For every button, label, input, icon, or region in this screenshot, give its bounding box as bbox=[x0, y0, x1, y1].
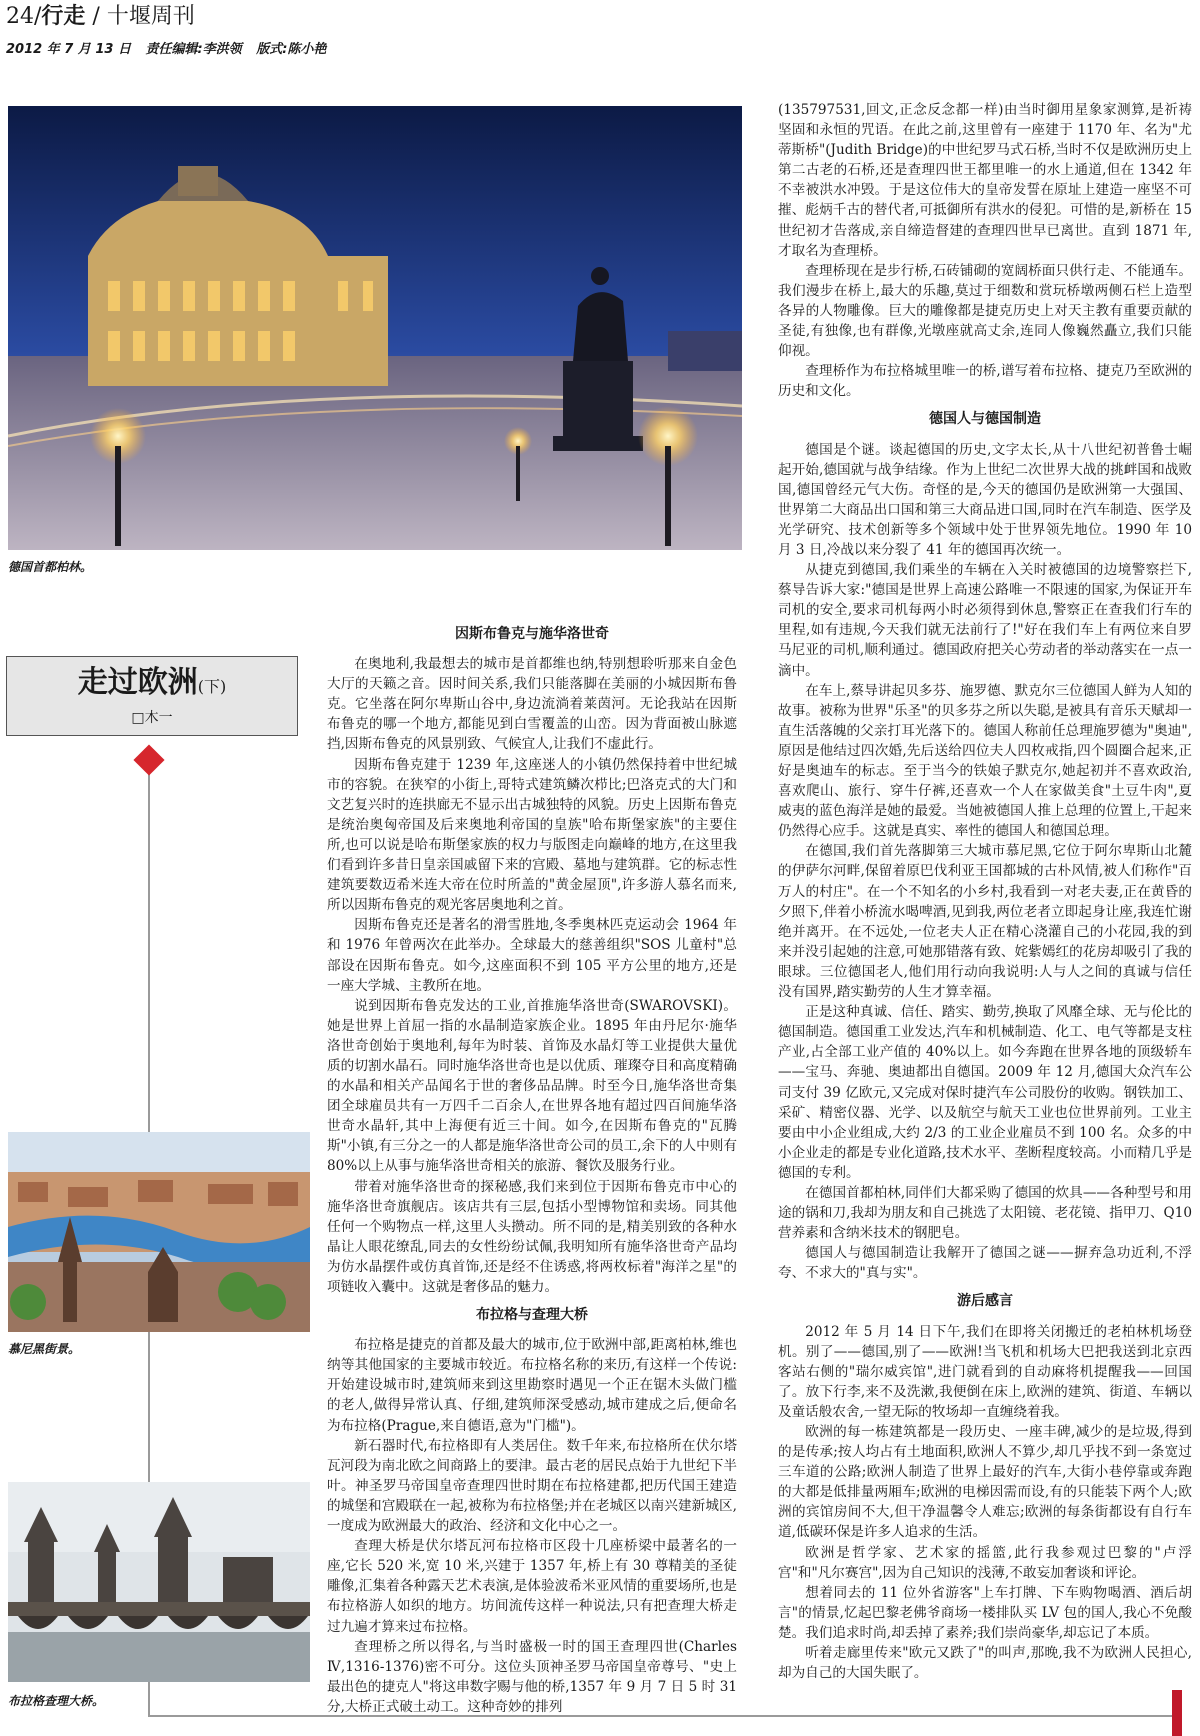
article-title bbox=[7, 665, 297, 705]
paragraph: 欧洲的每一栋建筑都是一段历史、一座丰碑,减少的是垃圾,得到的是传承;按人均占有土地面积,欧洲人不算少,却几乎找不到一条宽过三车道的公路;欧洲人制造了世界上最好的汽车,大街小巷停靠或奔跑的大都是低排量两厢车;欧洲的电梯因需而设,有的只能装下两个人;欧洲的宾馆房间不大,但干净温馨令人难忘;欧洲的每条街都设有自行车道,低碳环保是许多人追求的生活。 bbox=[778, 1424, 1192, 1541]
paragraph: 新石器时代,布拉格即有人类居住。数千年来,布拉格所在伏尔塔瓦河段为南北欧之间商路上的要津。最古老的居民点始于九世纪下半叶。神圣罗马帝国皇帝查理四世时期在布拉格建都,把历代国王建造的城堡和宫殿联在一起,被称为布拉格堡;并在老城区以南兴建新城区,一度成为欧洲最大的政治、经济和文化中心之一。 bbox=[327, 1437, 737, 1535]
header-separator: / bbox=[92, 4, 100, 29]
page-edge-marker bbox=[1172, 1690, 1182, 1736]
photo-berlin-opera-illustration bbox=[8, 106, 742, 550]
paragraph: 布拉格是捷克的首都及最大的城市,位于欧洲中部,距离柏林,维也纳等其他国家的主要城市较近。布拉格名称的来历,有这样一个传说:开始建设城市时,建筑师来到这里勘察时遇见一个正在锯木头做门槛的老人,做得异常认真、仔细,建筑师深受感动,城市建成之后,便命名为布拉格(Prague,来自德语,意为"门槛")。 bbox=[327, 1337, 737, 1434]
article-column-2 bbox=[778, 100, 1192, 1683]
photo-charles-bridge-illustration bbox=[8, 1482, 310, 1682]
section-heading-afterthoughts: 游后感言 bbox=[957, 1293, 1013, 1310]
section-heading-prague: 布拉格与查理大桥 bbox=[476, 1307, 588, 1324]
paragraph: 2012 年 5 月 14 日下午,我们在即将关闭搬迁的老柏林机场登机。别了——德国,别了——欧洲!当飞机和机场大巴把我送到北京西客站右侧的"瑞尔威宾馆",进门就看到的自动麻将机提醒我——回国了。放下行李,来不及洗漱,我便倒在床上,欧洲的建筑、街道、车辆以及童话般农舍,一望无际的牧场却一直缠绕着我。 bbox=[778, 1323, 1192, 1420]
layout-credit: 版式:陈小艳 bbox=[256, 42, 327, 57]
paragraph: 正是这种真诚、信任、踏实、勤劳,换取了风靡全球、无与伦比的德国制造。德国重工业发达,汽车和机械制造、化工、电气等都是支柱产业,占全部工业产值的 40%以上。如今奔跑在世界各地的顶级轿车——宝马、奔驰、奥迪都出自德国。2009 年 12 月,德国大众汽车公司支付 39 亿欧元,又完成对保时捷汽车公司股份的收购。钢铁加工、采矿、精密仪器、光学、以及航空与航天工业也位世界前列。工业主要由中小企业组成,大约 2/3 的工业企业雇员不到 100 名。众多的中小企业走的都是专业化道路,技术水平、垄断程度较高。小而精几乎是德国的专利。 bbox=[778, 1004, 1192, 1181]
section-heading-germany: 德国人与德国制造 bbox=[929, 411, 1041, 428]
caption-photo2: 慕尼黑街景。 bbox=[8, 1342, 81, 1356]
paragraph: 查理桥作为布拉格城里唯一的桥,谱写着布拉格、捷克乃至欧洲的历史和文化。 bbox=[778, 363, 1192, 400]
article-column-1 bbox=[327, 616, 737, 1717]
page-number: 24/ bbox=[6, 4, 42, 29]
decorative-diamond-icon bbox=[133, 744, 164, 775]
paragraph: 查理桥现在是步行桥,石砖铺砌的宽阔桥面只供行走、不能通车。我们漫步在桥上,最大的乐趣,莫过于细数和赏玩桥墩两侧石栏上造型各异的人物雕像。巨大的雕像都是捷克历史上对天主教有重要贡献的圣徒,有独像,也有群像,光墩座就高丈余,连同人像巍然矗立,我们只能仰视。 bbox=[778, 262, 1192, 360]
article-author: □木一 bbox=[131, 710, 173, 726]
paragraph: 说到因斯布鲁克发达的工业,首推施华洛世奇(SWAROVSKI)。她是世界上首屈一指的水晶制造家族企业。1895 年由丹尼尔·施华洛世奇创始于奥地利,每年为时装、首饰及水晶灯等工业提供大量优质的切割水晶石。同时施华洛世奇也是以优质、璀璨夺目和高度精确的水晶和相关产品闻名于世的奢侈品品牌。时至今日,施华洛世奇集团全球雇员共有一万四千二百余人,在世界各地有超过四百间施华洛世奇水晶轩,其中上海便有近三十间。如今,在因斯布鲁克的"瓦腾斯"小镇,有三分之一的人都是施华洛世奇公司的员工,余下的人中则有 80%以上从事与施华洛世奇相关的旅游、餐饮及服务行业。 bbox=[327, 997, 737, 1175]
paragraph: 在德国首都柏林,同伴们大都采购了德国的炊具——各种型号和用途的锅和刀,我却为朋友和自己挑选了太阳镜、老花镜、指甲刀、Q10 营养素和含纳米技术的钢肥皂。 bbox=[778, 1184, 1192, 1242]
photo-munich-illustration bbox=[8, 1132, 310, 1332]
section-heading-innsbruck: 因斯布鲁克与施华洛世奇 bbox=[455, 626, 609, 642]
photo-munich-street bbox=[8, 1132, 310, 1332]
caption-photo3: 布拉格查理大桥。 bbox=[8, 1694, 105, 1708]
section-name: 行走 bbox=[41, 4, 86, 29]
paragraph: (135797531,回文,正念反念都一样)由当时御用星象家测算,是祈祷坚固和永恒的咒语。在此之前,这里曾有一座建于 1170 年、名为"尤蒂斯桥"(Judith Bridge)的中世纪罗马式石桥,当时不仅是欧洲历史上第二古老的石桥,还是查理四世王都里唯一的水上通道,但在 1342 年不幸被洪水冲毁。于是这位伟大的皇帝发誓在原址上建造一座坚不可摧、彪炳千古的替代者,可抵御所有洪水的侵犯。可惜的是,新桥在 15 世纪初才告落成,亲自缔造督建的查理四世早已离世。直到 1871 年,才取名为查理桥。 bbox=[778, 102, 1192, 259]
paragraph: 因斯布鲁克建于 1239 年,这座迷人的小镇仍然保持着中世纪城市的容貌。在狭窄的小街上,哥特式建筑鳞次栉比;巴洛克式的大门和文艺复兴时的连拱廊无不显示出古城独特的风貌。历史上因斯布鲁克是统治奥匈帝国及后来奥地利帝国的皇族"哈布斯堡家族"的主要住所,也可以说是哈布斯堡家族的权力与版图走向巅峰的地方,在这里我们看到许多昔日皇亲国戚留下来的宫殿、墓地与建筑群。它的标志性建筑要数迈希米连大帝在位时所盖的"黄金屋顶",许多游人慕名而来,所以因斯布鲁克的观光客居奥地利之首。 bbox=[327, 756, 737, 914]
paragraph: 德国是个谜。谈起德国的历史,文字太长,从十八世纪初普鲁士崛起开始,德国就与战争结缘。作为上世纪二次世界大战的挑衅国和战败国,德国曾经元气大伤。奇怪的是,今天的德国仍是欧洲第一大强国、世界第二大商品出口国和第三大商品进口国,同时在汽车制造、医学及光学研究、技术创新等多个领域中处于世界领先地位。1990 年 10 月 3 日,冷战以来分裂了 41 年的德国再次统一。 bbox=[778, 441, 1192, 558]
paragraph: 德国人与德国制造让我解开了德国之谜——摒弃急功近利,不浮夸、不求大的"真与实"。 bbox=[778, 1245, 1192, 1282]
caption-photo1: 德国首都柏林。 bbox=[8, 560, 93, 574]
page-header-title bbox=[6, 4, 195, 30]
paragraph: 查理桥之所以得名,与当时盛极一时的国王查理四世(Charles Ⅳ,1316-1376)密不可分。这位头顶神圣罗马帝国皇帝尊号、"史上最出色的捷克人"将这串数字赐与他的桥,1357 年 9 月 7 日 5 时 31 分,大桥正式破土动工。这种奇妙的排列 bbox=[327, 1638, 737, 1715]
publication-name: 十堰周刊 bbox=[106, 4, 195, 29]
paragraph: 在奥地利,我最想去的城市是首都维也纳,特别想聆听那来自金色大厅的天籁之音。因时间关系,我们只能落脚在美丽的小城因斯布鲁克。它坐落在阿尔卑斯山谷中,身边流淌着莱茵河。无论我站在因斯布鲁克的哪一个地方,都能见到白雪覆盖的山峦。因为背面被山脉遮挡,因斯布鲁克的风景别致、气候宜人,让我们不虚此行。 bbox=[327, 656, 737, 753]
paragraph: 欧洲是哲学家、艺术家的摇篮,此行我参观过巴黎的"卢浮宫"和"凡尔赛宫",因为自己知识的浅薄,不敢妄加奢谈和评论。 bbox=[778, 1544, 1192, 1581]
paragraph: 查理大桥是伏尔塔瓦河布拉格市区段十几座桥梁中最著名的一座,它长 520 米,宽 10 米,兴建于 1357 年,桥上有 30 尊精美的圣徒雕像,汇集着各种露天艺术表演,是体验波希米亚风情的重要场所,也是布拉格游人如织的地方。坊间流传这样一种说法,只有把查理大桥走过九遍才算来过布拉格。 bbox=[327, 1538, 737, 1635]
paragraph: 听着走廊里传来"欧元又跌了"的叫声,那晚,我不为欧洲人民担心,却为自己的大国失眠了。 bbox=[778, 1645, 1192, 1682]
page-header-meta bbox=[6, 38, 336, 57]
paragraph: 从捷克到德国,我们乘坐的车辆在入关时被德国的边境警察拦下,蔡导告诉大家:"德国是世界上高速公路唯一不限速的国家,为保证开车司机的安全,要求司机每两小时必须得到休息,警察正在查我们行车的里程,如有违规,今天我们就无法前行了!"好在我们车上有两位来自罗马尼亚的司机,顺利通过。德国政府把关心劳动者的举动落实在一点一滴中。 bbox=[778, 562, 1192, 679]
photo-berlin-opera bbox=[8, 106, 742, 550]
article-title-suffix: (下) bbox=[197, 677, 227, 696]
article-title-text: 走过欧洲 bbox=[77, 665, 198, 700]
paragraph: 想着同去的 11 位外省游客"上车打牌、下车购物喝酒、酒后胡言"的情景,忆起巴黎老佛爷商场一楼排队买 LV 包的国人,我心不免酸楚。我们追求时尚,却丢掉了素养;我们崇尚豪华,却忘记了本质。 bbox=[778, 1584, 1192, 1641]
paragraph: 在德国,我们首先落脚第三大城市慕尼黑,它位于阿尔卑斯山北麓的伊萨尔河畔,保留着原巴伐利亚王国都城的古朴风情,被人们称作"百万人的村庄"。在一个不知名的小乡村,我看到一对老夫妻,正在黄昏的夕照下,伴着小桥流水喝啤酒,见到我,两位老者立即起身让座,我连忙谢绝并离开。在不远处,一位老夫人正在精心浇灌自己的小花园,我的到来并没引起她的注意,可她那错落有致、姹紫嫣红的花房却吸引了我的眼球。三位德国老人,他们用行动向我说明:人与人之间的真诚与信任没有国界,踏实勤劳的人生才算幸福。 bbox=[778, 843, 1192, 1001]
paragraph: 带着对施华洛世奇的探秘感,我们来到位于因斯布鲁克市中心的施华洛世奇旗舰店。该店共有三层,包括小型博物馆和卖场。同其他任何一个购物点一样,这里人头攒动。所不同的是,精美别致的各种水晶让人眼花缭乱,同去的女性纷纷试佩,我明知所有施华洛世奇产品均为仿水晶摆件或仿真首饰,还是经不住诱惑,将两枚标着"海洋之星"的项链收入囊中。这就是奢侈品的魅力。 bbox=[327, 1178, 737, 1295]
photo-charles-bridge bbox=[8, 1482, 310, 1682]
issue-date: 2012 年 7 月 13 日 bbox=[6, 42, 131, 57]
editor-credit: 责任编辑:李洪领 bbox=[145, 42, 242, 57]
paragraph: 因斯布鲁克还是著名的滑雪胜地,冬季奥林匹克运动会 1964 年和 1976 年曾两次在此举办。全球最大的慈善组织"SOS 儿童村"总部设在因斯布鲁克。如今,这座面积不到 105 平方公里的地方,还是一座大学城、主教所在地。 bbox=[327, 917, 737, 994]
article-title-box bbox=[6, 656, 298, 736]
paragraph: 在车上,蔡导讲起贝多芬、施罗德、默克尔三位德国人鲜为人知的故事。被称为世界"乐圣"的贝多芬之所以失聪,是被具有音乐天赋却一直生活落魄的父亲打耳光落下的。德国人称前任总理施罗德为"奥迪",原因是他结过四次婚,先后送给四位夫人四枚戒指,四个圆圈合起来,正好是奥迪车的标志。至于当今的铁娘子默克尔,她起初并不喜欢政治,喜欢爬山、旅行、穿牛仔裤,还喜欢一个人在家做美食"土豆牛肉",夏威夷的蓝色海洋是她的最爱。当她被德国人推上总理的位置上,干起来仍然得心应手。这就是真实、率性的德国人和德国总理。 bbox=[778, 682, 1192, 840]
